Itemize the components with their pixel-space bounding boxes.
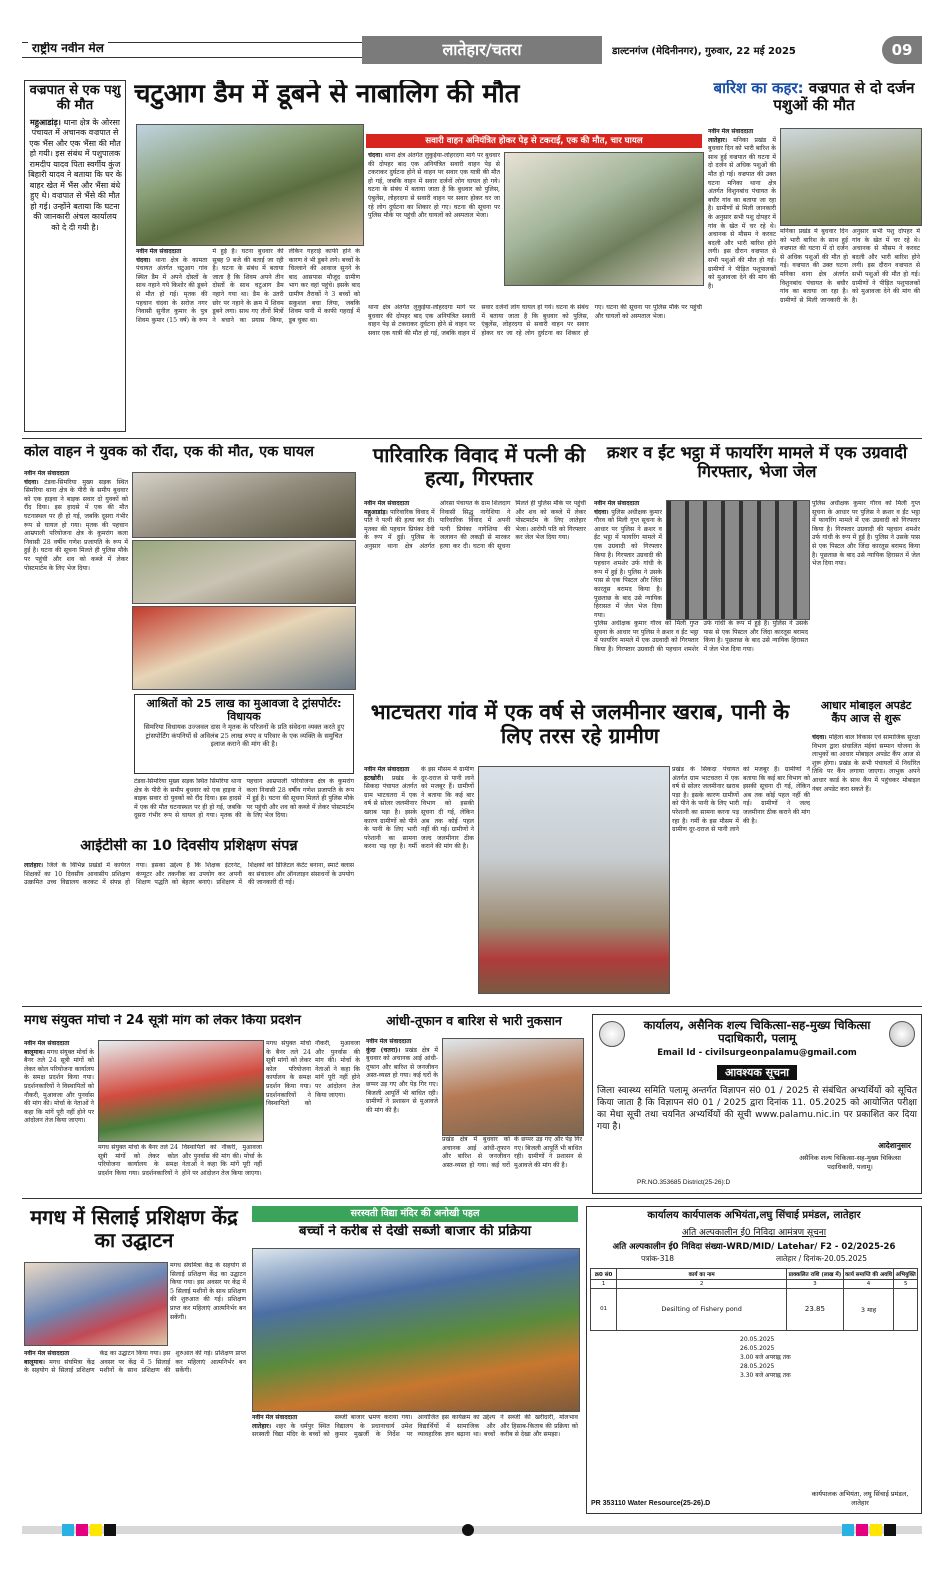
- tender-table: [590, 1268, 918, 1331]
- school-photo: [252, 1248, 580, 1412]
- dateline: डाल्टनगंज (मेदिनीनगर), गुरुवार, 22 मई 2025: [612, 46, 796, 57]
- wife-body-text: पारिवारिक विवाद में पति ने पत्नी की हत्या कर दी। मृतका की पहचान प्रियंका देवी के रूप में हुई। पुलिस के अनुसार थाना क्षेत्र अंतर्गत ओरसा पंचायत के ग्राम शिलदाग निवासी सिद्धू नागेशिया ने पारिवारिक विवाद में अपनी पत्नी प्रियंका नागेशिया की जलावन की लकड़ी से मारकर हत्या कर दी। घटना की सूचना मिलते ही पुलिस मौके पर पहुंची और शव को कब्जे में लेकर पोस्टमार्टम के लिए लातेहार भेजा। आरोपी पति को गिरफ्तार कर जेल भेज दिया गया।: [364, 500, 586, 550]
- rain-photo: [780, 128, 922, 226]
- table-cell: 3: [787, 1279, 843, 1288]
- silai-body-right: [170, 1262, 246, 1348]
- coal-photo-top: [132, 472, 356, 538]
- app-body-text: महिला बाल विकास एवं सामाजिक सुरक्षा विभाग द्वारा संचालित मंईयां सम्मान योजना के लाभुकों का आधार मोबाइल अपडेट कैंप आज से शुरू होगा। प्रखंड के सभी पंचायतों में निर्धारित तिथि पर कैंप लगाया जाएगा। लाभुक अपने आधार कार्ड के साथ कैंप में पहुंचकर मोबाइल नंबर अपडेट करा सकते हैं।: [812, 734, 920, 793]
- yellow-swatch: [870, 1524, 882, 1536]
- left-news-box: [24, 80, 126, 432]
- silai-dateline: बालूमाथ।: [24, 1358, 45, 1366]
- coal-sub-box: [134, 694, 354, 774]
- table-cell: 1: [591, 1279, 617, 1288]
- coal-headline: कोल वाहन ने युवक को रौंदा, एक की मौत, एक घायल: [24, 444, 314, 460]
- masthead: [22, 36, 922, 64]
- magenta-swatch: [856, 1524, 868, 1536]
- registration-mark-icon: [462, 1524, 474, 1536]
- rain-body-text: मनिका प्रखंड में बुधवार दिन को भारी बारिश के साथ हुई वज्रपात की घटना में दो दर्जन से अधिक पशुओं की मौत हो गई। वज्रपात की उक्त घटना मनिका थाना क्षेत्र अंतर्गत विशुनबांध पंचायत के बघौर गांव का बताया जा रहा है। ग्रामीणों से मिली जानकारी के अनुसार सभी पशु दोपहर में गांव के खेत में चर रहे थे। अचानक से मौसम ने करवट बदली और भारी बारिश होने लगी। इस दौरान वज्रपात से सभी पशुओं की मौत हो गई। ग्रामीणों ने पीड़ित पशुपालकों को मुआवजा देने की मांग की है।: [708, 136, 776, 290]
- coal-more-text: टंडवा-सिमरिया मुख्य सड़क स्थित सिमरिया थाना क्षेत्र के पीरी के समीप बुधवार को एक हाइवा ने बाइक सवार दो युवकों को रौंद दिया। इस हादसे में एक की मौत घटनास्थल पर ही हो गई, जबकि दूसरा गंभीर रूप से घायल हो गया। मृतक की पहचान आम्रपाली परियोजना क्षेत्र के कुमरांग कला निवासी 28 वर्षीय गणेश प्रजापति के रूप में हुई है। घटना की सूचना मिलते ही पुलिस मौके पर पहुंची और शव को कब्जे में लेकर पोस्टमार्टम के लिए भेज दिया।: [134, 778, 354, 820]
- tender-date-item: 3.00 बजे अपराह्न तक: [740, 1353, 791, 1361]
- silai-photo: [24, 1262, 168, 1346]
- silai-headline: मगध में सिलाई प्रशिक्षण केंद्र का उद्घाटन: [30, 1206, 238, 1252]
- crusher-dateline: चंदवा।: [594, 508, 609, 516]
- tender-date-item: 26.05.2025: [740, 1344, 775, 1352]
- school-body-text: शहर के धर्मपुर स्थित सरस्वती विद्या मंदिर के बच्चों को सब्जी बाजार भ्रमण कराया गया। विद्यालय के प्रधानाचार्य उमेश कुमार मुखर्जी के निर्देश पर आयोजित इस कार्यक्रम का उद्देश्य विद्यार्थियों में सामाजिक और व्यावहारिक ज्ञान बढ़ाना था। बच्चों ने सब्जी की खरीदारी, मोलभाव और हिसाब-किताब की प्रक्रिया को करीब से देखा और समझा।: [252, 1414, 578, 1439]
- coal-sub-headline: आश्रितों को 25 लाख का मुआवजा दे ट्रांसपोर्टर: विधायक: [146, 697, 342, 723]
- lead-body-text: थाना क्षेत्र के कामता पंचायत अंतर्गत चटुआग गांव स्थित डैम में अपने दोस्तों के साथ नहाने गये किशोर की डूबने से मौत हो गई। मृतक की पहचान चंदवा के सरोज नगर निवासी सुनील कुमार के पुत्र शिवम कुमार (15 वर्ष) के रूप में हुई है। घटना बुधवार की सुबह 9 बजे की बताई जा रही है। घटना के संबंध में बताया जाता है कि शिवम अपने तीन दोस्तों के साथ चटुआग डैम नहाने गया था। डैम के उतरी छोर पर नहाने के क्रम में शिवम डूबने लगा। साथ गए तीनों मित्रों ने बचाने का प्रयास किया, लेकिन गहराई काफी होने के कारण वे भी डूबने लगे। बच्चों के चिल्लाने की आवाज सुनने के बाद आसपास मौजूद ग्रामीण भाग कर वहां पहुंचे। इसके बाद ग्रामीण तैराकों ने 3 बच्चों को सकुशल बचा लिया, जबकि शिवम पानी में काफी गहराई में डूब चुका था।: [136, 248, 360, 324]
- wife-body: [364, 500, 586, 696]
- table-cell: 23.85: [787, 1288, 843, 1330]
- table-cell: 5: [894, 1279, 918, 1288]
- table-row: [591, 1279, 918, 1288]
- table-header-cell: कार्य का नाम: [617, 1268, 787, 1279]
- health-notice: [592, 1014, 922, 1194]
- iti-dateline: लातेहार।: [24, 862, 44, 869]
- morcha-photo: [98, 1040, 264, 1142]
- left-box-body: थाना क्षेत्र के ओरसा पंचायत में अचानक वज्रपात से एक भैंस और एक भैंसा की मौत हो गयी। इस संबंध में पशुपालक रामदीप यादव पिता स्वर्गीय कुंज बिहारी यादव ने बताया कि घर के बाहर खेत में भैंस और भैंसा बंधे हुए थे। वज्रपात से भैंसे की मौत हो गई। उन्होंने बताया कि घटना की जानकारी अंचल कार्यालय को दे दी गयी है।: [28, 117, 122, 232]
- app-body: [812, 734, 920, 1004]
- crusher-body-bottom: [594, 620, 808, 696]
- school-body: [252, 1414, 578, 1510]
- storm-byline: नवीन मेल संवाददाता: [366, 1038, 412, 1045]
- table-cell: 01: [591, 1288, 617, 1330]
- accident-body-text: थाना क्षेत्र अंतर्गत लुकुईया-लोहरदगा मार्ग पर बुधवार की दोपहर बाद एक अनियंत्रित सवारी वाहन पेड़ से टकराकर दुर्घटना होने से वाहन पर सवार एक यात्री की मौत हो गई, जबकि वाहन में सवार दर्जनों लोग घायल हो गये। घटना के संबंध में बताया जाता है कि बुधवार को पुलिस, एंबुलेंस, लोहरदगा से सवारी वाहन पर सवार होकर घर जा रहे लोग दुर्घटना का शिकार हो गए। घटना की सूचना पर पुलिस मौके पर पहुंची और घायलों को अस्पताल भेजा।: [368, 152, 500, 220]
- water-dateline: इटखोरी।: [364, 774, 384, 782]
- crusher-body-text: पुलिस अधीक्षक कुमार गौरव को मिली गुप्त सूचना के आधार पर पुलिस ने क्रशर व ईंट भट्ठा में फायरिंग मामले में एक उग्रवादी को गिरफ्तार किया है। गिरफ्तार उग्रवादी की पहचान शमशेर उर्फ गांधी के रूप में हुई है। पुलिस ने उसके पास से एक पिस्टल और जिंदा कारतूस बरामद किया है। पूछताछ के बाद उसे न्यायिक हिरासत में जेल भेज दिया गया।: [594, 508, 662, 618]
- notice-office: कार्यालय, असैनिक शल्य चिकित्सा-सह-मुख्य चिकित्सा पदाधिकारी, पलामू: [643, 1018, 871, 1046]
- wife-headline: पारिवारिक विवाद में पत्नी की हत्या, गिरफ्तार: [372, 444, 586, 490]
- divider: [22, 1006, 922, 1007]
- rain-headline: वज्रपात से दो दर्जन पशुओं की मौत: [773, 80, 915, 115]
- notice-email: Email Id - civilsurgeonpalamu@gmail.com: [657, 1048, 857, 1059]
- rain-headline-wrap: [708, 80, 920, 115]
- storm-more-text: प्रखंड क्षेत्र में बुधवार को अचानक आई आंधी-तूफान और बारिश से जनजीवन अस्त-व्यस्त हो गया। कई घरों के छप्पर उड़ गए और पेड़ गिर गए। बिजली आपूर्ति भी बाधित रही। ग्रामीणों ने प्रशासन से मुआवजे की मांग की है।: [442, 1136, 582, 1169]
- lead-headline: चटुआग डैम में डूबने से नाबालिग की मौत: [134, 80, 520, 109]
- table-header-cell: कार्य समाप्ति की अवधि: [843, 1268, 894, 1279]
- coal-body-text: टंडवा-सिमरिया मुख्य सड़क स्थित सिमरिया थाना क्षेत्र के पीरी के समीप बुधवार को एक हाइवा ने बाइक सवार दो युवकों को रौंद दिया। इस हादसे में एक की मौत घटनास्थल पर ही हो गई, जबकि दूसरा गंभीर रूप से घायल हो गया। मृतक की पहचान आम्रपाली परियोजना क्षेत्र के कुमरांग कला निवासी 28 वर्षीय गणेश प्रजापति के रूप में हुई है। घटना की सूचना मिलते ही पुलिस मौके पर पहुंची और शव को कब्जे में लेकर पोस्टमार्टम के लिए भेज दिया।: [24, 478, 128, 572]
- storm-body: [366, 1038, 438, 1192]
- wife-dateline: महुआडांड़।: [364, 508, 388, 516]
- school-kicker: सरस्वती विद्या मंदिर की अनोखी पहल: [252, 1206, 578, 1222]
- morcha-body-text: मगध संयुक्त मोर्चा के बैनर तले 24 सूत्री मांगों को लेकर कोल परियोजना कार्यालय के समक्ष प्रदर्शन किया गया। प्रदर्शनकारियों ने विस्थापितों को नौकरी, मुआवजा और पुनर्वास की मांग की। मोर्चा के नेताओं ने कहा कि मांगें पूरी नहीं होने पर आंदोलन तेज किया जाएगा।: [24, 1048, 94, 1125]
- divider: [22, 1198, 922, 1199]
- lead-byline: नवीन मेल संवाददाता: [136, 248, 182, 255]
- table-cell: 4: [843, 1279, 894, 1288]
- morcha-byline: नवीन मेल संवाददाता: [24, 1040, 70, 1047]
- rain-byline: नवीन मेल संवाददाता: [708, 128, 754, 135]
- water-body-left: [364, 766, 474, 1002]
- morcha-dateline: बालूमाथ।: [24, 1048, 45, 1056]
- tender-title: अति अल्पकालीन ई0 निविदा आमंत्रण सूचना: [681, 1227, 827, 1238]
- crusher-body-right: [812, 500, 920, 696]
- iti-body: [24, 862, 354, 1002]
- black-swatch: [884, 1524, 896, 1536]
- table-header-cell: अभियुक्ति: [894, 1268, 918, 1279]
- tender-footer-right: कार्यपालक अभियंता, लघु सिंचाई प्रमंडल, लातेहार: [811, 1490, 909, 1507]
- accident-body: [368, 152, 500, 302]
- morcha-body-right: [266, 1040, 360, 1192]
- tender-ref-row: [590, 1254, 918, 1264]
- lead-photo: [136, 124, 364, 246]
- morcha-body-bottom: [98, 1144, 262, 1192]
- water-more-text: प्रखंड के सिकदा पंचायत अंतर्गत ग्राम भाटचतरा में एक वर्ष से सोलर जलमीनार खराब पड़ा है। इसके कारण ग्रामीणों को पीने के पानी के लिए भारी परेशानी का सामना करना पड़ रहा है। गर्मी के इस मौसम में ग्रामीण दूर-दराज से पानी लाने को मजबूर हैं। ग्रामीणों ने बताया कि कई बार विभाग को इसकी सूचना दी गई, लेकिन अब तक कोई पहल नहीं की गई। ग्रामीणों ने जल्द जलमीनार ठीक कराने की मांग की है।: [672, 766, 810, 834]
- water-headline: भाटचतरा गांव में एक वर्ष से जलमीनार खराब, पानी के लिए तरस रहे ग्रामीण: [370, 700, 790, 749]
- rain-kicker: बारिश का कहर:: [713, 80, 804, 97]
- notice-title-wrap: [597, 1061, 917, 1080]
- tender-date: लातेहार / दिनांक-20.05.2025: [776, 1253, 868, 1263]
- health-logo-icon: [889, 1021, 915, 1047]
- tender-notice: [586, 1206, 922, 1514]
- tender-date-item: 20.05.2025: [740, 1335, 775, 1343]
- rain-more-text: मनिका प्रखंड में बुधवार दिन को भारी बारिश के साथ हुई वज्रपात की घटना में दो दर्जन से अधिक पशुओं की मौत हो गई। वज्रपात की उक्त घटना मनिका थाना क्षेत्र अंतर्गत विशुनबांध पंचायत के बघौर गांव का बताया जा रहा है। ग्रामीणों से मिली जानकारी के अनुसार सभी पशु दोपहर में गांव के खेत में चर रहे थे। अचानक से मौसम ने करवट बदली और भारी बारिश होने लगी। इस दौरान वज्रपात से सभी पशुओं की मौत हो गई। ग्रामीणों ने पीड़ित पशुपालकों को मुआवजा देने की मांग की है।: [780, 228, 920, 304]
- crusher-bottom-text: पुलिस अधीक्षक कुमार गौरव को मिली गुप्त सूचना के आधार पर पुलिस ने क्रशर व ईंट भट्ठा में फायरिंग मामले में एक उग्रवादी को गिरफ्तार किया है। गिरफ्तार उग्रवादी की पहचान शमशेर उर्फ गांधी के रूप में हुई है। पुलिस ने उसके पास से एक पिस्टल और जिंदा कारतूस बरामद किया है। पूछताछ के बाद उसे न्यायिक हिरासत में जेल भेज दिया गया।: [594, 620, 808, 653]
- crusher-more-text: पुलिस अधीक्षक कुमार गौरव को मिली गुप्त सूचना के आधार पर पुलिस ने क्रशर व ईंट भट्ठा में फायरिंग मामले में एक उग्रवादी को गिरफ्तार किया है। गिरफ्तार उग्रवादी की पहचान शमशेर उर्फ गांधी के रूप में हुई है। पुलिस ने उसके पास से एक पिस्टल और जिंदा कारतूस बरामद किया है। पूछताछ के बाद उसे न्यायिक हिरासत में जेल भेज दिया गया।: [812, 500, 920, 568]
- table-cell: [894, 1288, 918, 1330]
- tender-office: कार्यालय कार्यपालक अभियंता,लघु सिंचाई प्रमंडल, लातेहार: [647, 1210, 861, 1221]
- divider: [22, 438, 922, 439]
- magenta-swatch: [76, 1524, 88, 1536]
- coal-photo-mid: [132, 540, 356, 604]
- notice-pr-no: PR.NO.353685 District(25-26):D: [637, 1179, 731, 1186]
- coal-dateline: चंदवा।: [24, 478, 39, 486]
- tender-date-item: 28.05.2025: [740, 1362, 775, 1370]
- accident-dateline: चंदवा।: [368, 152, 383, 159]
- tender-footer-left: PR 353110 Water Resource(25-26).D: [591, 1500, 711, 1507]
- accident-body-continued: [368, 304, 702, 434]
- app-headline: आधार मोबाइल अपडेट कैंप आज से शुरू: [820, 700, 912, 725]
- rain-body-right: [780, 228, 920, 434]
- storm-headline: आंधी-तूफान व बारिश से भारी नुकसान: [386, 1014, 562, 1028]
- app-dateline: चंदवा।: [812, 734, 827, 741]
- water-byline: नवीन मेल संवाददाता: [364, 766, 410, 773]
- section-label: लातेहार/चतरा: [362, 36, 602, 64]
- tender-date-item: 3.30 बजे अपराह्न तक: [740, 1371, 791, 1379]
- silai-more-text: मगध संघमित्रा केंद्र के सहयोग से सिलाई प्रशिक्षण केंद्र का उद्घाटन किया गया। इस अवसर पर केंद्र में 5 सिलाई मशीनों के साथ प्रशिक्षण की शुरुआत की गई। प्रशिक्षण प्राप्त कर महिलाएं आत्मनिर्भर बन सकेंगी।: [170, 1262, 246, 1321]
- tender-number: अति अल्पकालीन ई0 निविदा संख्या-WRD/MID/ Latehar/ F2 - 02/2025-26: [612, 1241, 896, 1252]
- table-header-cell: प्राक्कलित राशि (लाख में): [787, 1268, 843, 1279]
- notice-signatory: असैनिक शल्य चिकित्सा-सह-मुख्य चिकित्सा पदाधिकारी, पलामू।: [799, 1154, 901, 1171]
- table-cell: Desilting of Fishery pond: [617, 1288, 787, 1330]
- notice-title: आवश्यक सूचना: [717, 1065, 797, 1080]
- accident-more-text: थाना क्षेत्र अंतर्गत लुकुईया-लोहरदगा मार्ग पर बुधवार की दोपहर बाद एक अनियंत्रित सवारी वाहन पेड़ से टकराकर दुर्घटना होने से वाहन पर सवार एक यात्री की मौत हो गई, जबकि वाहन में सवार दर्जनों लोग घायल हो गये। घटना के संबंध में बताया जाता है कि बुधवार को पुलिस, एंबुलेंस, लोहरदगा से सवारी वाहन पर सवार होकर घर जा रहे लोग दुर्घटना का शिकार हो गए। घटना की सूचना पर पुलिस मौके पर पहुंची और घायलों को अस्पताल भेजा।: [368, 304, 702, 337]
- crusher-body: [594, 500, 662, 618]
- lead-body: [136, 248, 360, 434]
- tender-dates: [740, 1335, 918, 1380]
- water-photo: [478, 766, 670, 994]
- school-dateline: लातेहार।: [252, 1422, 272, 1430]
- coal-sub-body: सिमरिया विधायक उज्जवल दास ने मृतक के परिजनों के प्रति संवेदना व्यक्त करते हुए ट्रांसपोर्टिंग कंपनियों से अविलंब 25 लाख रुपए व परिवार के एक व्यक्ति के समुचित इलाज कराने की मांग की है।: [143, 723, 345, 749]
- accident-banner: सवारी वाहन अनियंत्रित होकर पेड़ से टकराई, एक की मौत, चार घायल: [366, 134, 702, 148]
- left-box-headline: वज्रपात से एक पशु की मौत: [29, 83, 121, 113]
- iti-body-text: जिले के विभिन्न प्रखंडों में कार्यरत शिक्षकों का 10 दिवसीय आवासीय प्रशिक्षण उत्क्रमित उच्च विद्यालय करकट में संपन्न हो गया। इसका उद्देश्य है कि शिक्षक इंटरनेट, कंप्यूटर और तकनीक का उपयोग कर अपनी शिक्षण पद्धति को बेहतर बनाएं। प्रशिक्षण में शिक्षकों को डिजिटल कंटेंट बनाना, स्मार्ट क्लास का संचालन और ऑनलाइन संसाधनों के उपयोग की जानकारी दी गई।: [24, 862, 354, 887]
- yellow-swatch: [90, 1524, 102, 1536]
- coal-body: [24, 470, 128, 830]
- storm-photo: [442, 1038, 584, 1136]
- cyan-swatch: [62, 1524, 74, 1536]
- storm-dateline: कुंदा (चतरा)।: [366, 1046, 401, 1054]
- left-box-dateline: महुआडांड़।: [30, 117, 61, 127]
- left-box-body-wrap: [28, 118, 122, 234]
- lead-dateline: चंदवा।: [136, 256, 151, 264]
- silai-body: [24, 1350, 246, 1510]
- crusher-byline: नवीन मेल संवाददाता: [594, 500, 640, 507]
- morcha-body: [24, 1040, 94, 1192]
- table-cell: 2: [617, 1279, 787, 1288]
- morcha-bottom-text: मगध संयुक्त मोर्चा के बैनर तले 24 सूत्री मांगों को लेकर कोल परियोजना कार्यालय के समक्ष प्रदर्शन किया गया। प्रदर्शनकारियों ने विस्थापितों को नौकरी, मुआवजा और पुनर्वास की मांग की। मोर्चा के नेताओं ने कहा कि मांगें पूरी नहीं होने पर आंदोलन तेज किया जाएगा।: [98, 1144, 262, 1177]
- rain-dateline: लातेहार।: [708, 136, 728, 144]
- school-headline: बच्चों ने करीब से देखी सब्जी बाजार की प्रक्रिया: [298, 1224, 532, 1239]
- morcha-headline: मगध संयुक्त मोर्चा ने 24 सूत्री मांग को लेकर किया प्रदर्शन: [24, 1014, 301, 1028]
- emblem-icon: [599, 1021, 625, 1047]
- silai-body-text: मगध संघमित्रा केंद्र के सहयोग से सिलाई प्रशिक्षण केंद्र का उद्घाटन किया गया। इस अवसर पर केंद्र में 5 सिलाई मशीनों के साथ प्रशिक्षण की शुरुआत की गई। प्रशिक्षण प्राप्त कर महिलाएं आत्मनिर्भर बन सकेंगी।: [24, 1350, 246, 1375]
- table-cell: 3 माह: [843, 1288, 894, 1330]
- paper-name: राष्ट्रीय नवीन मेल: [28, 42, 108, 56]
- morcha-more-text: मगध संयुक्त मोर्चा के बैनर तले 24 सूत्री मांगों को लेकर कोल परियोजना कार्यालय के समक्ष प्रदर्शन किया गया। प्रदर्शनकारियों ने विस्थापितों को नौकरी, मुआवजा और पुनर्वास की मांग की। मोर्चा के नेताओं ने कहा कि मांगें पूरी नहीं होने पर आंदोलन तेज किया जाएगा।: [266, 1040, 360, 1108]
- crusher-photo: [666, 500, 810, 620]
- storm-body-bottom: [442, 1136, 582, 1192]
- coal-byline: नवीन मेल संवाददाता: [24, 470, 70, 477]
- color-registration-bar: [22, 1524, 922, 1536]
- notice-signature: आदेशानुसार: [878, 1141, 911, 1150]
- page-number: 09: [882, 36, 922, 64]
- black-swatch: [104, 1524, 116, 1536]
- tender-patrank: पत्रांक-318: [640, 1253, 675, 1263]
- iti-headline: आईटीसी का 10 दिवसीय प्रशिक्षण संपन्न: [80, 838, 298, 854]
- school-byline: नवीन मेल संवाददाता: [252, 1414, 298, 1421]
- storm-body-text: प्रखंड क्षेत्र में बुधवार को अचानक आई आंधी-तूफान और बारिश से जनजीवन अस्त-व्यस्त हो गया। कई घरों के छप्पर उड़ गए और पेड़ गिर गए। बिजली आपूर्ति भी बाधित रही। ग्रामीणों ने प्रशासन से मुआवजे की मांग की है।: [366, 1046, 438, 1114]
- cyan-swatch: [842, 1524, 854, 1536]
- coal-body-continued: [134, 778, 354, 830]
- table-row: [591, 1268, 918, 1279]
- wife-byline: नवीन मेल संवाददाता: [364, 500, 410, 507]
- table-row: [591, 1288, 918, 1330]
- water-body-text: प्रखंड के सिकदा पंचायत अंतर्गत ग्राम भाटचतरा में एक वर्ष से सोलर जलमीनार खराब पड़ा है। इसके कारण ग्रामीणों को पीने के पानी के लिए भारी परेशानी का सामना करना पड़ रहा है। गर्मी के इस मौसम में ग्रामीण दूर-दराज से पानी लाने को मजबूर हैं। ग्रामीणों ने बताया कि कई बार विभाग को इसकी सूचना दी गई, लेकिन अब तक कोई पहल नहीं की गई। ग्रामीणों ने जल्द जलमीनार ठीक कराने की मांग की है।: [364, 766, 474, 851]
- rain-body-left: [708, 128, 776, 434]
- crusher-headline: क्रशर व ईंट भट्ठा में फायरिंग मामले में एक उग्रवादी गिरफ्तार, भेजा जेल: [606, 444, 908, 481]
- silai-byline: नवीन मेल संवाददाता: [24, 1350, 70, 1357]
- water-body-right: [672, 766, 810, 1002]
- coal-photo-truck: [132, 606, 356, 690]
- table-header-cell: क्र0 सं0: [591, 1268, 617, 1279]
- accident-photo: [504, 152, 704, 286]
- notice-body: जिला स्वास्थ्य समिति पलामू अन्तर्गत विज्ञापन सं0 01 / 2025 से संबंधित अभ्यर्थियों को सूचित किया जाता है कि विज्ञापन सं0 01 / 2025 द्वारा दिनांक 11. 05.2025 को आयोजित परीक्षा का मेधा सूची तथा चयनित अभ्यर्थियों की सूची www.palamu.nic.in पर प्रकाशित कर दिया गया है।: [597, 1086, 917, 1133]
